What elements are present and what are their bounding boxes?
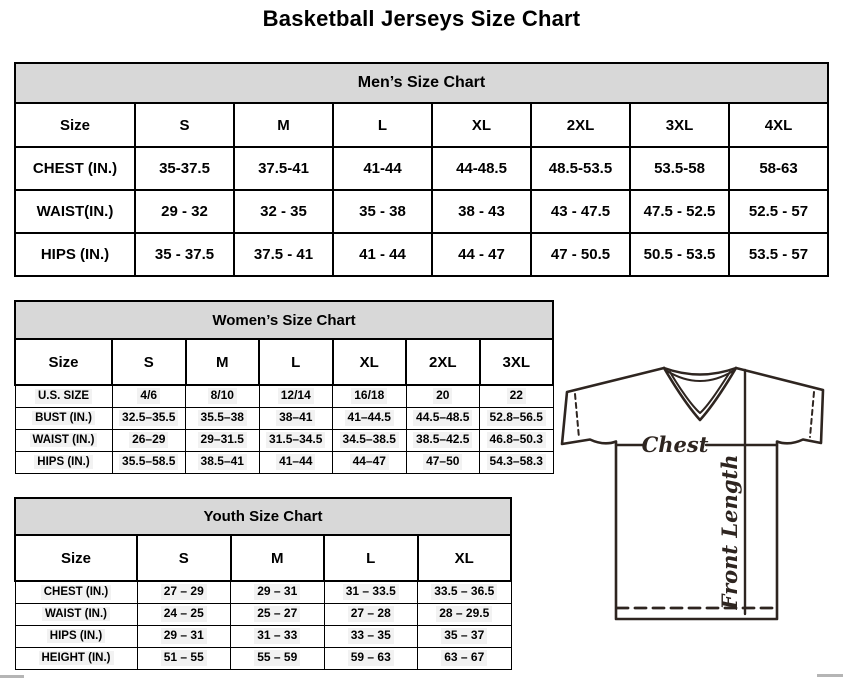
value-cell: 44-48.5 <box>432 147 531 190</box>
table-row <box>15 190 828 233</box>
row-label: HIPS (IN.) <box>15 451 112 473</box>
row-label: HEIGHT (IN.) <box>15 647 137 669</box>
table-row <box>15 625 511 647</box>
mens-size-table <box>14 102 829 277</box>
size-header-cell: L <box>333 103 432 147</box>
value-cell: 28 – 29.5 <box>418 603 512 625</box>
table-row <box>15 647 511 669</box>
value-cell: 37.5 - 41 <box>234 233 333 276</box>
value-cell: 47–50 <box>406 451 480 473</box>
value-cell: 33 – 35 <box>324 625 418 647</box>
chest-label: Chest <box>641 432 709 457</box>
value-cell: 12/14 <box>259 385 333 407</box>
value-cell: 31 – 33.5 <box>324 581 418 603</box>
jersey-measurement-diagram <box>560 362 830 625</box>
value-cell: 32 - 35 <box>234 190 333 233</box>
value-cell: 35 – 37 <box>418 625 512 647</box>
value-cell: 53.5-58 <box>630 147 729 190</box>
value-cell: 52.8–56.5 <box>480 407 554 429</box>
value-cell: 41-44 <box>333 147 432 190</box>
value-cell: 44 - 47 <box>432 233 531 276</box>
row-label: U.S. SIZE <box>15 385 112 407</box>
womens-size-table <box>14 338 554 474</box>
value-cell: 59 – 63 <box>324 647 418 669</box>
row-label: WAIST (IN.) <box>15 603 137 625</box>
table-row <box>15 581 511 603</box>
collar-back-line <box>664 368 736 375</box>
value-cell: 32.5–35.5 <box>112 407 186 429</box>
cutoff-fragment-right <box>817 674 843 677</box>
row-label: HIPS (IN.) <box>15 233 135 276</box>
value-cell: 26–29 <box>112 429 186 451</box>
value-cell: 34.5–38.5 <box>333 429 407 451</box>
size-header-cell: S <box>135 103 234 147</box>
size-header-cell: S <box>137 535 231 581</box>
value-cell: 27 – 29 <box>137 581 231 603</box>
value-cell: 31 – 33 <box>231 625 325 647</box>
value-cell: 35 - 38 <box>333 190 432 233</box>
size-header-cell: 2XL <box>406 339 480 385</box>
value-cell: 38.5–41 <box>186 451 260 473</box>
mens-size-chart <box>14 62 829 277</box>
size-column-label: Size <box>15 103 135 147</box>
value-cell: 33.5 – 36.5 <box>418 581 512 603</box>
value-cell: 58-63 <box>729 147 828 190</box>
value-cell: 29 – 31 <box>231 581 325 603</box>
row-label: WAIST (IN.) <box>15 429 112 451</box>
size-header-cell: 3XL <box>630 103 729 147</box>
table-row <box>15 451 553 473</box>
value-cell: 25 – 27 <box>231 603 325 625</box>
table-row <box>15 233 828 276</box>
value-cell: 35 - 37.5 <box>135 233 234 276</box>
value-cell: 38–41 <box>259 407 333 429</box>
table-row <box>15 385 553 407</box>
value-cell: 44.5–48.5 <box>406 407 480 429</box>
value-cell: 16/18 <box>333 385 407 407</box>
size-header-cell: M <box>234 103 333 147</box>
size-column-label: Size <box>15 339 112 385</box>
value-cell: 29 – 31 <box>137 625 231 647</box>
value-cell: 50.5 - 53.5 <box>630 233 729 276</box>
youth-chart-header: Youth Size Chart <box>14 497 512 534</box>
value-cell: 35.5–38 <box>186 407 260 429</box>
table-row <box>15 147 828 190</box>
value-cell: 35-37.5 <box>135 147 234 190</box>
value-cell: 20 <box>406 385 480 407</box>
size-header-row <box>15 103 828 147</box>
table-row <box>15 603 511 625</box>
womens-chart-header: Women’s Size Chart <box>14 300 554 338</box>
table-row <box>15 429 553 451</box>
size-header-cell: 3XL <box>480 339 554 385</box>
front-length-label: Front Length <box>717 454 742 610</box>
size-header-cell: L <box>324 535 418 581</box>
womens-size-chart <box>14 300 554 474</box>
value-cell: 41–44 <box>259 451 333 473</box>
value-cell: 53.5 - 57 <box>729 233 828 276</box>
value-cell: 31.5–34.5 <box>259 429 333 451</box>
size-header-cell: 4XL <box>729 103 828 147</box>
row-label: BUST (IN.) <box>15 407 112 429</box>
value-cell: 52.5 - 57 <box>729 190 828 233</box>
value-cell: 24 – 25 <box>137 603 231 625</box>
value-cell: 22 <box>480 385 554 407</box>
value-cell: 4/6 <box>112 385 186 407</box>
size-header-cell: 2XL <box>531 103 630 147</box>
value-cell: 41–44.5 <box>333 407 407 429</box>
value-cell: 38.5–42.5 <box>406 429 480 451</box>
value-cell: 27 – 28 <box>324 603 418 625</box>
value-cell: 29–31.5 <box>186 429 260 451</box>
size-column-label: Size <box>15 535 137 581</box>
row-label: WAIST(IN.) <box>15 190 135 233</box>
cutoff-fragment-left <box>0 675 24 678</box>
row-label: HIPS (IN.) <box>15 625 137 647</box>
value-cell: 47.5 - 52.5 <box>630 190 729 233</box>
value-cell: 55 – 59 <box>231 647 325 669</box>
page-title: Basketball Jerseys Size Chart <box>262 6 581 31</box>
value-cell: 44–47 <box>333 451 407 473</box>
value-cell: 51 – 55 <box>137 647 231 669</box>
value-cell: 35.5–58.5 <box>112 451 186 473</box>
right-cuff-dashed-line <box>810 392 814 437</box>
value-cell: 47 - 50.5 <box>531 233 630 276</box>
value-cell: 54.3–58.3 <box>480 451 554 473</box>
size-header-row <box>15 339 553 385</box>
value-cell: 43 - 47.5 <box>531 190 630 233</box>
row-label: CHEST (IN.) <box>15 147 135 190</box>
table-row <box>15 407 553 429</box>
youth-size-chart <box>14 497 512 670</box>
value-cell: 37.5-41 <box>234 147 333 190</box>
mens-chart-header: Men’s Size Chart <box>14 62 829 102</box>
value-cell: 46.8–50.3 <box>480 429 554 451</box>
size-header-cell: XL <box>432 103 531 147</box>
value-cell: 38 - 43 <box>432 190 531 233</box>
size-header-cell: S <box>112 339 186 385</box>
size-header-row <box>15 535 511 581</box>
left-cuff-dashed-line <box>575 394 579 438</box>
value-cell: 63 – 67 <box>418 647 512 669</box>
value-cell: 48.5-53.5 <box>531 147 630 190</box>
youth-size-table <box>14 534 512 670</box>
size-header-cell: XL <box>333 339 407 385</box>
value-cell: 29 - 32 <box>135 190 234 233</box>
row-label: CHEST (IN.) <box>15 581 137 603</box>
size-header-cell: M <box>231 535 325 581</box>
value-cell: 41 - 44 <box>333 233 432 276</box>
size-header-cell: M <box>186 339 260 385</box>
value-cell: 8/10 <box>186 385 260 407</box>
size-header-cell: XL <box>418 535 512 581</box>
size-header-cell: L <box>259 339 333 385</box>
